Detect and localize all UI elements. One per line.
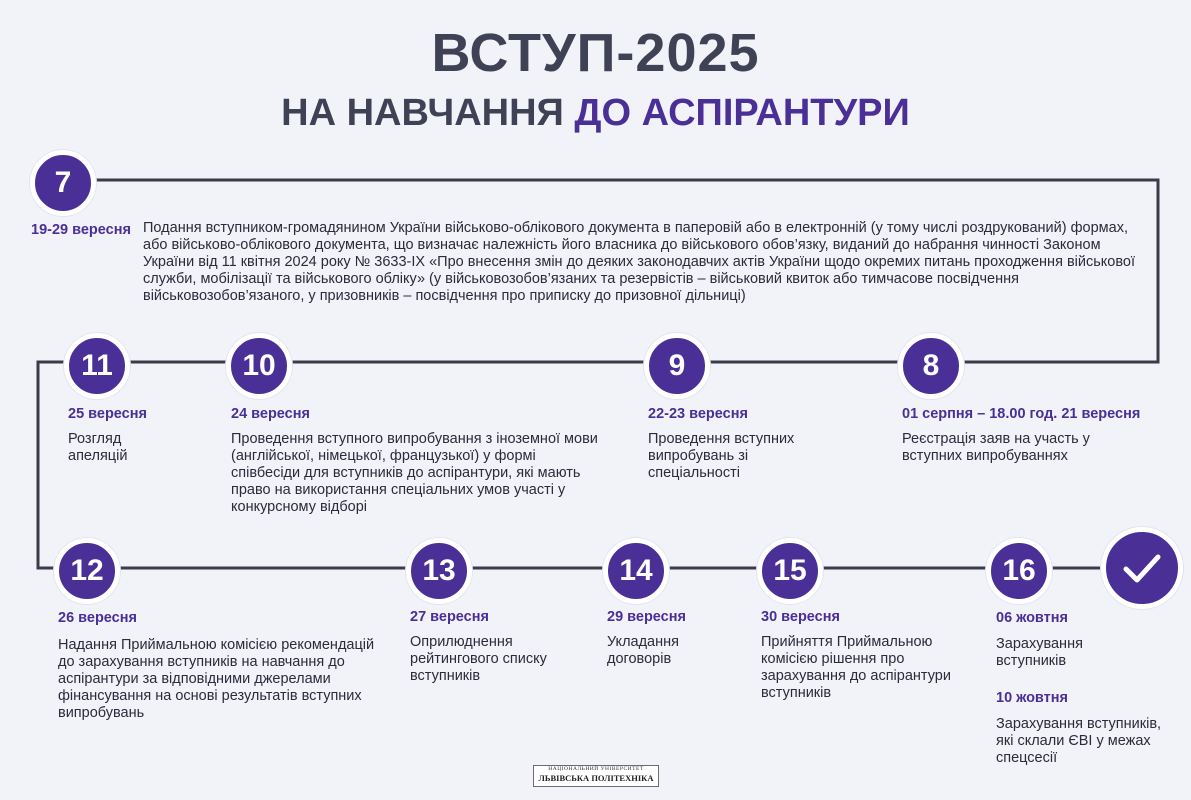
step-10-number: 10 (226, 333, 292, 399)
step-12-description: Надання Приймальною комісією рекомендацій до зарахування вступників на навчання до аспірантури за відповідними джерелами фінансування на основі результатів вступних випробувань (58, 637, 375, 721)
logo-line-2: ЛЬВІВСЬКА ПОЛІТЕХНІКА (538, 773, 654, 783)
step-11-description: Розгляд апеляцій (68, 431, 128, 464)
step-14-number: 14 (603, 538, 669, 604)
step-11-date: 25 вересня (68, 406, 147, 422)
step-8-number: 8 (898, 333, 964, 399)
step-16-date-2: 10 жовтня (996, 690, 1068, 706)
step-13-number: 13 (406, 538, 472, 604)
step-15-description: Прийняття Приймальною комісією рішення про зарахування до аспірантури вступників (761, 634, 951, 701)
step-8-date: 01 серпня – 18.00 год. 21 вересня (902, 406, 1141, 422)
step-7-date: 19-29 вересня (31, 222, 131, 238)
university-logo (533, 765, 659, 787)
step-16-description: Зарахування вступників (996, 636, 1083, 669)
step-15-number: 15 (757, 538, 823, 604)
logo-line-1: НАЦІОНАЛЬНИЙ УНІВЕРСИТЕТ (548, 766, 644, 772)
step-9-date: 22-23 вересня (648, 406, 748, 422)
step-9-number: 9 (644, 333, 710, 399)
step-7-description: Подання вступником-громадянином України військово-облікового документа в паперовій або в електронній (у тому числі роздрукований) формах, або військово-облікового документа, що визначає належність його власника до військового обов’язку, виданий до набрання чинності Законом України від 11 квітня 2024 року № 3633-IX «Про внесення змін до деяких законодавчих актів України щодо окремих питань проходження військової служби, мобілізації та військового обліку» (у військовозобов’язаних та резервістів – військовий квиток або тимчасове посвідчення військовозобов’язаного, у призовників – посвідчення про приписку до призовної дільниці) (143, 220, 1135, 304)
step-12-number: 12 (54, 538, 120, 604)
step-13-date: 27 вересня (410, 609, 489, 625)
step-16-date: 06 жовтня (996, 610, 1068, 626)
step-8-description: Реєстрація заяв на участь у вступних випробуваннях (902, 431, 1090, 464)
checkmark-icon (1120, 546, 1164, 590)
step-12-date: 26 вересня (58, 610, 137, 626)
step-11-number: 11 (64, 333, 130, 399)
step-9-description: Проведення вступних випробувань зі спеціальності (648, 431, 795, 481)
step-14-description: Укладання договорів (607, 634, 679, 667)
step-14-date: 29 вересня (607, 609, 686, 625)
page-title: ВСТУП-2025 (431, 23, 760, 83)
step-13-description: Оприлюднення рейтингового списку вступників (410, 634, 547, 684)
step-16-description-2: Зарахування вступників, які склали ЄВІ у межах спецсесії (996, 716, 1162, 766)
subtitle-text: НА НАВЧАННЯ (281, 92, 575, 134)
final-step-node (1101, 527, 1183, 609)
step-10-date: 24 вересня (231, 406, 310, 422)
step-7-number: 7 (30, 150, 96, 216)
subtitle-accent: ДО АСПІРАНТУРИ (574, 92, 910, 134)
step-16-number: 16 (986, 538, 1052, 604)
step-15-date: 30 вересня (761, 609, 840, 625)
step-10-description: Проведення вступного випробування з іноземної мови (англійської, німецької, французької) у формі співбесіди для вступників до аспірантури, які мають право на використання спеціальних умов участі у конкурсному відборі (231, 431, 598, 515)
